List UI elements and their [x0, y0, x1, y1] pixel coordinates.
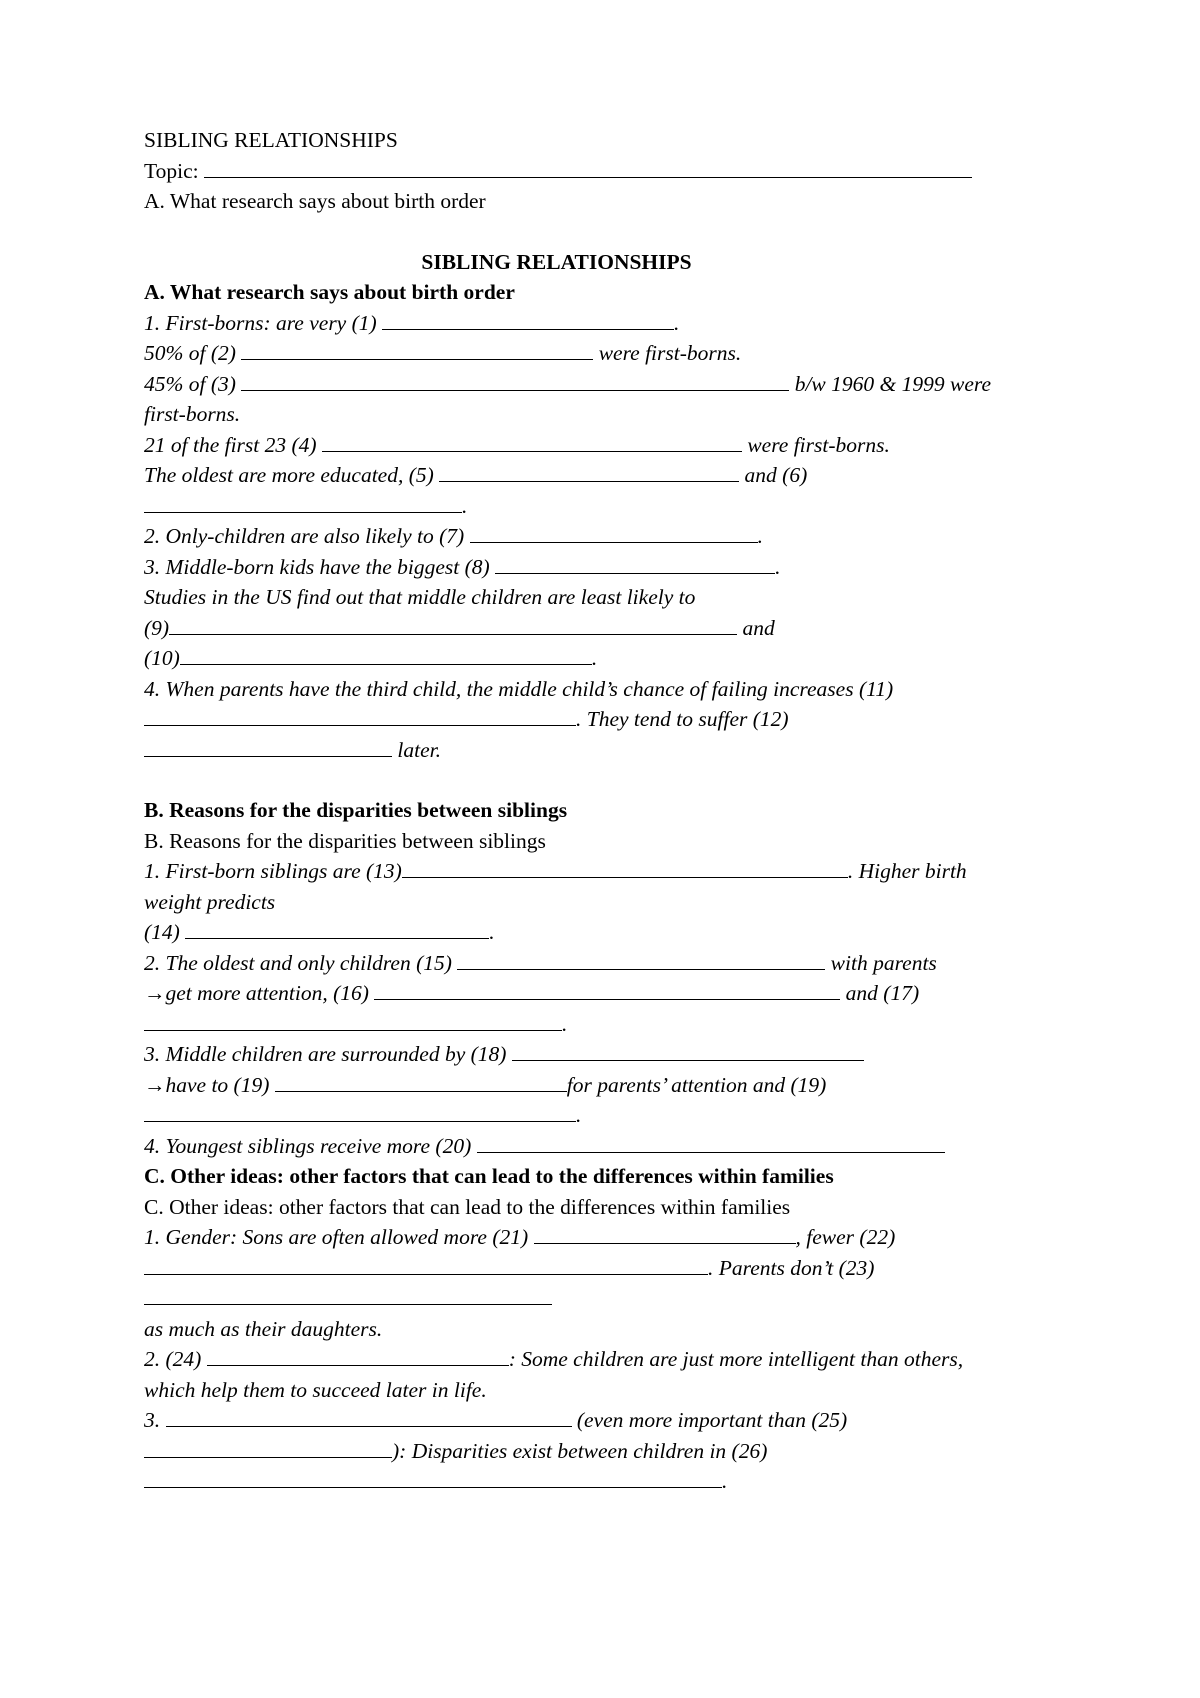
section-a-heading: A. What research says about birth order: [144, 280, 515, 304]
section-a-line-3: [144, 369, 1084, 400]
section-b-line-2: weight predicts: [144, 889, 276, 914]
blank-17[interactable]: [144, 1010, 562, 1031]
section-c-subheading: C. Other ideas: other factors that can lead to the differences within families: [144, 1194, 791, 1219]
section-b-line-8: [144, 1070, 1084, 1101]
blank-22[interactable]: [144, 1254, 708, 1275]
prompt-text: 1. First-borns: are very (1): [144, 310, 377, 335]
header-title: SIBLING RELATIONSHIPS: [144, 128, 398, 152]
section-a-line-6: [144, 460, 1084, 491]
prompt-text: .: [462, 493, 468, 518]
blank-26[interactable]: [144, 1467, 722, 1488]
blank-1[interactable]: [382, 309, 674, 330]
blank-8[interactable]: [495, 553, 775, 574]
blank-3[interactable]: [241, 370, 789, 391]
section-c-line-1: [144, 1222, 1084, 1253]
prompt-text: 3.: [144, 1408, 161, 1432]
header-subheading: A. What research says about birth order: [144, 189, 486, 213]
section-b-line-5: [144, 978, 1084, 1009]
section-a-line-9: [144, 552, 1084, 583]
prompt-text: .: [489, 920, 495, 944]
prompt-text: 1. Gender: Sons are often allowed more (21): [144, 1225, 529, 1249]
blank-4[interactable]: [322, 431, 742, 452]
section-a-line-5: [144, 430, 1084, 461]
prompt-text: 50% of (2): [144, 341, 236, 365]
blank-15[interactable]: [457, 949, 825, 970]
blank-23[interactable]: [144, 1284, 552, 1305]
prompt-text: (14): [144, 920, 180, 944]
prompt-text: and (17): [845, 981, 920, 1005]
blank-25a[interactable]: [166, 1406, 572, 1427]
prompt-text: 2. (24): [144, 1347, 202, 1371]
prompt-text: 3. Middle children are surrounded by (18): [144, 1042, 507, 1066]
prompt-text: The oldest are more educated, (5): [144, 463, 434, 487]
prompt-text: .: [591, 646, 598, 670]
prompt-text: (9): [144, 615, 170, 640]
section-a-line-14: [144, 704, 1084, 735]
blank-12[interactable]: [144, 736, 392, 757]
section-a-line-13: 4. When parents have the third child, the middle child’s chance of failing increases (11): [144, 676, 894, 701]
prompt-text: b/w 1960 & 1999 were: [794, 371, 991, 396]
prompt-text: 2. Only-children are also likely to (7): [144, 524, 465, 548]
blank-5[interactable]: [439, 461, 739, 482]
blank-14[interactable]: [185, 918, 489, 939]
prompt-text: were first-borns.: [747, 432, 890, 457]
blank-19b[interactable]: [144, 1101, 576, 1122]
prompt-text: (even more important than (25): [576, 1408, 848, 1432]
blank-7[interactable]: [470, 522, 758, 543]
prompt-text: 2. The oldest and only children (15): [144, 950, 452, 975]
section-c-line-2: [144, 1253, 1084, 1284]
blank-10[interactable]: [180, 644, 592, 665]
blank-21[interactable]: [534, 1223, 796, 1244]
prompt-text: later.: [397, 737, 441, 762]
section-b-subheading: B. Reasons for the disparities between siblings: [144, 828, 546, 853]
prompt-text: for parents’ attention and (19): [566, 1072, 827, 1097]
section-b-line-7: [144, 1039, 1084, 1070]
section-a-line-1: [144, 308, 1084, 339]
prompt-text: . They tend to suffer (12): [576, 707, 789, 731]
blank-18[interactable]: [512, 1040, 864, 1061]
section-a-line-11: [144, 613, 1084, 644]
section-a-line-4: first-borns.: [144, 402, 241, 426]
section-c-heading: C. Other ideas: other factors that can lead to the differences within families: [144, 1164, 834, 1188]
prompt-text: .: [722, 1469, 728, 1493]
blank-16[interactable]: [374, 979, 840, 1000]
section-a-line-2: [144, 338, 1084, 369]
prompt-text: , fewer (22): [795, 1225, 896, 1249]
prompt-text: →have to (19): [144, 1072, 270, 1097]
section-a-line-7: [144, 491, 1084, 522]
prompt-text: 45% of (3): [144, 371, 236, 396]
blank-2[interactable]: [241, 339, 593, 360]
prompt-text: 4. Youngest siblings receive more (20): [144, 1133, 472, 1158]
section-c-line-5: [144, 1344, 1084, 1375]
prompt-text: 1. First-born siblings are (13): [144, 859, 402, 883]
prompt-text: 21 of the first 23 (4): [144, 432, 317, 457]
section-a-line-15: [144, 735, 1084, 766]
main-title: SIBLING RELATIONSHIPS: [421, 249, 692, 274]
blank-11[interactable]: [144, 705, 576, 726]
section-c-line-9: [144, 1466, 1084, 1497]
prompt-text: →get more attention, (16): [144, 981, 369, 1005]
section-b-heading: B. Reasons for the disparities between siblings: [144, 798, 568, 822]
section-c-line-8: [144, 1436, 1084, 1467]
section-c-line-3: [144, 1283, 1084, 1314]
section-b-line-3: [144, 917, 1084, 948]
worksheet-page: [144, 125, 1084, 1497]
prompt-text: were first-borns.: [598, 341, 742, 365]
section-c-line-7: [144, 1405, 1084, 1436]
blank-24[interactable]: [207, 1345, 509, 1366]
section-b-line-6: [144, 1009, 1084, 1040]
section-b-line-1: [144, 856, 1084, 887]
blank-20[interactable]: [477, 1132, 945, 1153]
blank-6[interactable]: [144, 492, 462, 513]
section-a-line-8: [144, 521, 1084, 552]
topic-blank[interactable]: [204, 157, 972, 178]
prompt-text: 3. Middle-born kids have the biggest (8): [144, 554, 490, 579]
prompt-text: with parents: [830, 950, 937, 975]
prompt-text: .: [757, 524, 763, 548]
prompt-text: .: [562, 1011, 568, 1036]
prompt-text: (10): [144, 646, 180, 670]
prompt-text: ): Disparities exist between children in (26): [392, 1438, 768, 1463]
blank-19[interactable]: [275, 1071, 567, 1092]
blank-13[interactable]: [402, 857, 848, 878]
prompt-text: .: [576, 1103, 582, 1127]
prompt-text: . Parents don’t (23): [708, 1255, 875, 1280]
blank-25[interactable]: [144, 1437, 392, 1458]
topic-label: Topic:: [144, 158, 199, 183]
section-b-line-4: [144, 948, 1084, 979]
section-b-line-9: [144, 1100, 1084, 1131]
prompt-text: : Some children are just more intelligent than others,: [508, 1347, 964, 1371]
prompt-text: .: [775, 554, 781, 579]
section-b-line-10: [144, 1131, 1084, 1162]
prompt-text: . Higher birth: [847, 859, 967, 883]
prompt-text: and: [742, 615, 775, 640]
prompt-text: .: [674, 310, 680, 335]
section-c-line-4: as much as their daughters.: [144, 1316, 383, 1341]
blank-9[interactable]: [169, 614, 737, 635]
topic-line: [144, 156, 1084, 187]
prompt-text: and (6): [744, 463, 808, 487]
section-a-line-10: Studies in the US find out that middle children are least likely to: [144, 585, 696, 609]
section-c-line-6: which help them to succeed later in life.: [144, 1377, 487, 1402]
section-a-line-12: [144, 643, 1084, 674]
